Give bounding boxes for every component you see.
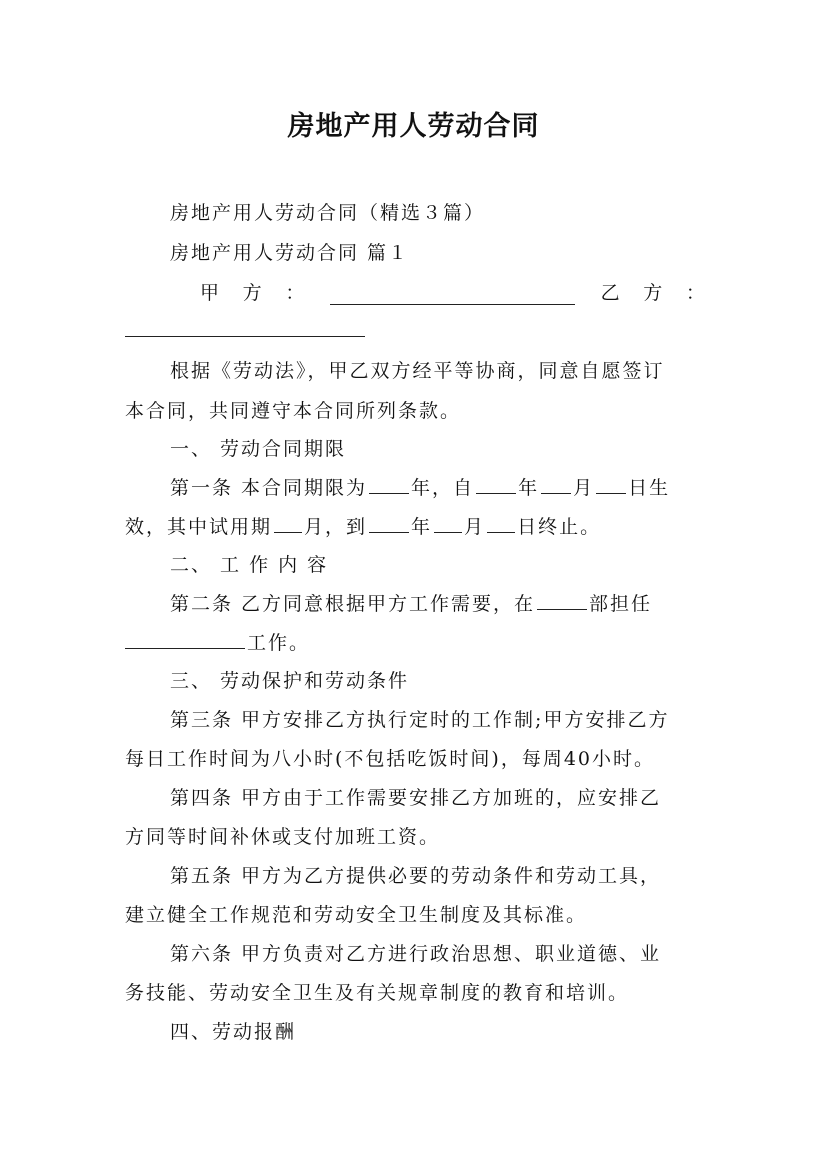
blank [274, 514, 302, 533]
party-b-colon: ： [685, 282, 705, 304]
intro-line-2: 本合同，共同遵守本合同所列条款。 [125, 400, 462, 422]
art2-text-a: 第二条 乙方同意根据甲方工作需要，在 [170, 593, 536, 615]
party-b-blank [125, 318, 365, 337]
article-4-line-1: 第四条 甲方由于工作需要安排乙方加班的，应安排乙 [170, 787, 662, 809]
art1-text-e: 日生 [628, 477, 671, 499]
party-b-blank-line [125, 318, 705, 342]
article-4-line-2: 方同等时间补休或支付加班工资。 [125, 826, 441, 848]
article-6-line-2: 务技能、劳动安全卫生及有关规章制度的教育和培训。 [125, 982, 630, 1004]
section-1-heading: 一、 劳动合同期限 [170, 438, 347, 460]
document-title: 房地产用人劳动合同 [287, 111, 540, 142]
article-6-line-1: 第六条 甲方负责对乙方进行政治思想、职业道德、业 [170, 943, 662, 965]
article-5-line-2: 建立健全工作规范和劳动安全卫生制度及其标准。 [125, 904, 588, 926]
party-a-blank [330, 286, 575, 305]
art2-text-b: 部担任 [589, 593, 653, 615]
blank [369, 514, 409, 533]
section-2-heading: 二、 工 作 内 容 [170, 554, 329, 576]
art1-text-i: 月 [464, 516, 486, 538]
party-b-label-2: 方 [643, 282, 663, 304]
article-1-line-1 [170, 473, 705, 500]
article-2-line-2 [125, 628, 705, 655]
art1-text-b: 年，自 [411, 477, 475, 499]
blank [125, 630, 245, 649]
section-3-heading: 三、 劳动保护和劳动条件 [170, 670, 410, 692]
section-4-heading: 四、劳动报酬 [170, 1021, 297, 1043]
art1-text-f: 效，其中试用期 [125, 516, 273, 538]
art2-text-c: 工作。 [247, 632, 311, 654]
blank [541, 475, 571, 494]
party-line [200, 278, 705, 305]
part-heading: 房地产用人劳动合同 篇１ [170, 242, 410, 264]
art1-text-j: 日终止。 [517, 516, 602, 538]
article-2-line-1 [170, 589, 705, 616]
intro-line-1: 根据《劳动法》，甲乙双方经平等协商，同意自愿签订 [170, 360, 665, 382]
art1-text-g: 月，到 [304, 516, 368, 538]
art1-text-a: 第一条 本合同期限为 [170, 477, 368, 499]
article-3-line-1: 第三条 甲方安排乙方执行定时的工作制;甲方安排乙方 [170, 709, 670, 731]
article-5-line-1: 第五条 甲方为乙方提供必要的劳动条件和劳动工具， [170, 865, 662, 887]
blank [369, 475, 409, 494]
party-b-label: 乙 [600, 282, 620, 304]
blank [487, 514, 515, 533]
subtitle: 房地产用人劳动合同（精选３篇） [170, 202, 486, 224]
party-a-colon: ： [285, 282, 305, 304]
blank [434, 514, 462, 533]
article-1-line-2 [125, 512, 705, 539]
blank [596, 475, 626, 494]
blank [537, 591, 587, 610]
art1-text-h: 年 [411, 516, 433, 538]
party-a-label-2: 方 [242, 282, 262, 304]
article-3-line-2: 每日工作时间为八小时(不包括吃饭时间)，每周40小时。 [125, 748, 656, 770]
party-a-label: 甲 [200, 282, 220, 304]
blank [476, 475, 516, 494]
art1-text-c: 年 [518, 477, 540, 499]
art1-text-d: 月 [573, 477, 595, 499]
